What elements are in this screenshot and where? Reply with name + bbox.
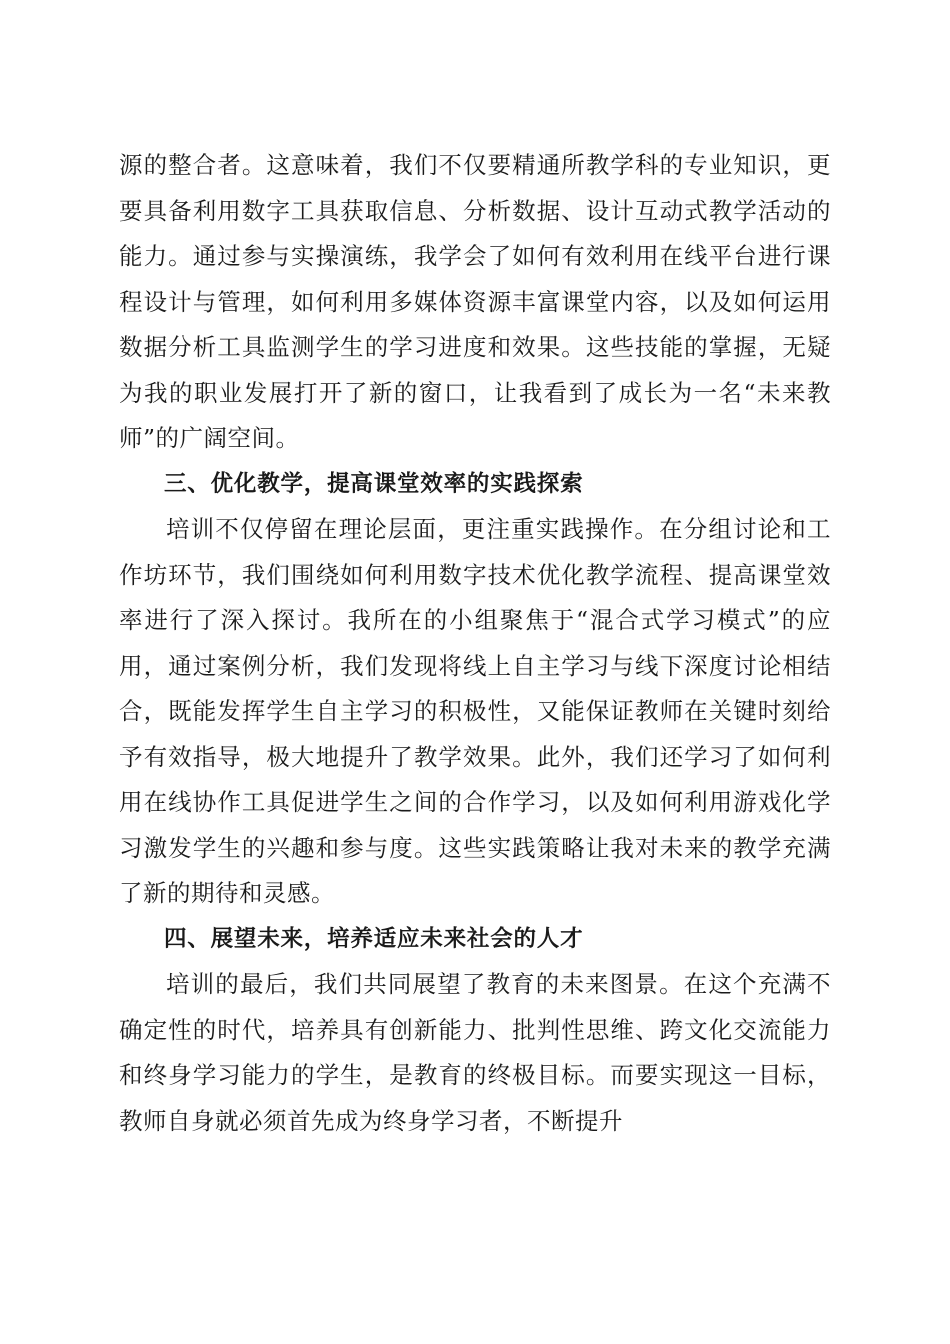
continued-paragraph: 源的整合者。这意味着，我们不仅要精通所教学科的专业知识，更要具备利用数字工具获取信息、分析数据、设计互动式教学活动的能力。通过参与实操演练，我学会了如何有效利用在线平台进行课程设计与管理，如何利用多媒体资源丰富课堂内容，以及如何运用数据分析工具监测学生的学习进度和效果。这些技能的掌握，无疑为我的职业发展打开了新的窗口，让我看到了成长为一名“未来教师”的广阔空间。 [119,151,831,452]
section-4-paragraph: 培训的最后，我们共同展望了教育的未来图景。在这个充满不确定性的时代，培养具有创新能力、批判性思维、跨文化交流能力和终身学习能力的学生，是教育的终极目标。而要实现这一目标，教师自身就必须首先成为终身学习者，不断提升 [119,970,831,1135]
section-heading-4: 四、展望未来，培养适应未来社会的人才 [164,925,584,952]
section-heading-3: 三、优化教学，提高课堂效率的实践探索 [164,470,584,497]
document-body [119,143,831,1144]
section-3-paragraph: 培训不仅停留在理论层面，更注重实践操作。在分组讨论和工作坊环节，我们围绕如何利用数字技术优化教学流程、提高课堂效率进行了深入探讨。我所在的小组聚焦于“混合式学习模式”的应用，通过案例分析，我们发现将线上自主学习与线下深度讨论相结合，既能发挥学生自主学习的积极性，又能保证教师在关键时刻给予有效指导，极大地提升了教学效果。此外，我们还学习了如何利用在线协作工具促进学生之间的合作学习，以及如何利用游戏化学习激发学生的兴趣和参与度。这些实践策略让我对未来的教学充满了新的期待和灵感。 [119,515,831,907]
